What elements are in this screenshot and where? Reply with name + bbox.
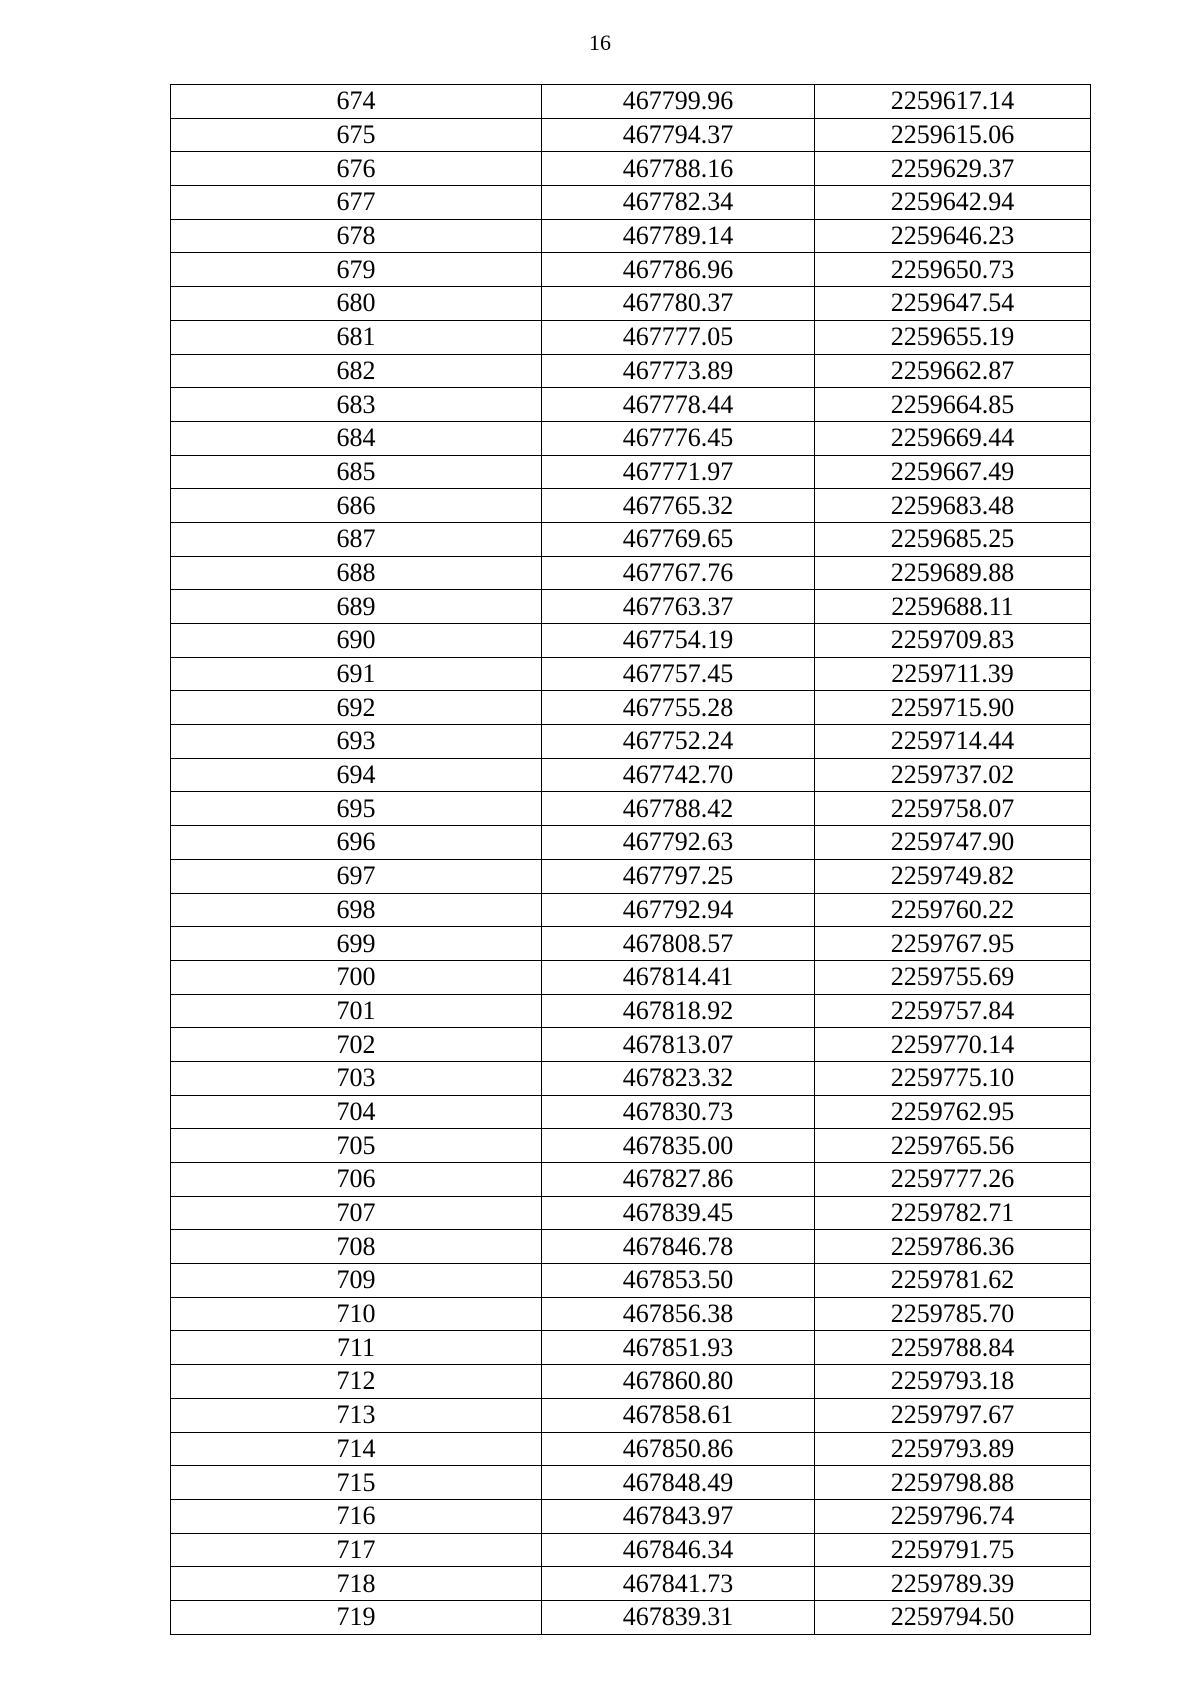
x-coordinate-cell: 467846.34 [542, 1533, 815, 1567]
point-number-cell: 702 [171, 1028, 542, 1062]
point-number-cell: 718 [171, 1567, 542, 1601]
table-row [171, 1432, 1091, 1466]
point-number-cell: 716 [171, 1499, 542, 1533]
table-row [171, 421, 1091, 455]
y-coordinate-cell: 2259689.88 [815, 556, 1091, 590]
table-row [171, 758, 1091, 792]
x-coordinate-cell: 467853.50 [542, 1264, 815, 1298]
table-row [171, 1129, 1091, 1163]
x-coordinate-cell: 467767.76 [542, 556, 815, 590]
point-number-cell: 713 [171, 1398, 542, 1432]
x-coordinate-cell: 467792.94 [542, 893, 815, 927]
x-coordinate-cell: 467841.73 [542, 1567, 815, 1601]
x-coordinate-cell: 467742.70 [542, 758, 815, 792]
table-row [171, 657, 1091, 691]
table-row [171, 118, 1091, 152]
point-number-cell: 690 [171, 624, 542, 658]
table-row [171, 1331, 1091, 1365]
table-row [171, 152, 1091, 186]
y-coordinate-cell: 2259662.87 [815, 354, 1091, 388]
table-row [171, 859, 1091, 893]
point-number-cell: 689 [171, 590, 542, 624]
table-row [171, 455, 1091, 489]
x-coordinate-cell: 467848.49 [542, 1466, 815, 1500]
y-coordinate-cell: 2259629.37 [815, 152, 1091, 186]
table-row [171, 320, 1091, 354]
x-coordinate-cell: 467830.73 [542, 1095, 815, 1129]
y-coordinate-cell: 2259664.85 [815, 388, 1091, 422]
y-coordinate-cell: 2259762.95 [815, 1095, 1091, 1129]
table-row [171, 287, 1091, 321]
table-row [171, 219, 1091, 253]
x-coordinate-cell: 467856.38 [542, 1297, 815, 1331]
table-row [171, 1365, 1091, 1399]
table-row [171, 354, 1091, 388]
y-coordinate-cell: 2259617.14 [815, 85, 1091, 119]
x-coordinate-cell: 467788.16 [542, 152, 815, 186]
point-number-cell: 693 [171, 725, 542, 759]
x-coordinate-cell: 467765.32 [542, 489, 815, 523]
y-coordinate-cell: 2259793.89 [815, 1432, 1091, 1466]
coordinates-table [170, 84, 1091, 1635]
x-coordinate-cell: 467858.61 [542, 1398, 815, 1432]
point-number-cell: 699 [171, 927, 542, 961]
table-row [171, 792, 1091, 826]
y-coordinate-cell: 2259685.25 [815, 522, 1091, 556]
table-row [171, 725, 1091, 759]
point-number-cell: 708 [171, 1230, 542, 1264]
point-number-cell: 677 [171, 186, 542, 220]
x-coordinate-cell: 467813.07 [542, 1028, 815, 1062]
x-coordinate-cell: 467799.96 [542, 85, 815, 119]
x-coordinate-cell: 467780.37 [542, 287, 815, 321]
point-number-cell: 703 [171, 1061, 542, 1095]
x-coordinate-cell: 467851.93 [542, 1331, 815, 1365]
table-row [171, 1196, 1091, 1230]
point-number-cell: 682 [171, 354, 542, 388]
x-coordinate-cell: 467835.00 [542, 1129, 815, 1163]
y-coordinate-cell: 2259646.23 [815, 219, 1091, 253]
point-number-cell: 707 [171, 1196, 542, 1230]
y-coordinate-cell: 2259789.39 [815, 1567, 1091, 1601]
point-number-cell: 701 [171, 994, 542, 1028]
x-coordinate-cell: 467771.97 [542, 455, 815, 489]
x-coordinate-cell: 467839.45 [542, 1196, 815, 1230]
y-coordinate-cell: 2259791.75 [815, 1533, 1091, 1567]
x-coordinate-cell: 467773.89 [542, 354, 815, 388]
x-coordinate-cell: 467752.24 [542, 725, 815, 759]
y-coordinate-cell: 2259647.54 [815, 287, 1091, 321]
y-coordinate-cell: 2259755.69 [815, 960, 1091, 994]
point-number-cell: 688 [171, 556, 542, 590]
table-row [171, 1567, 1091, 1601]
point-number-cell: 710 [171, 1297, 542, 1331]
table-row [171, 893, 1091, 927]
x-coordinate-cell: 467839.31 [542, 1600, 815, 1634]
point-number-cell: 698 [171, 893, 542, 927]
y-coordinate-cell: 2259788.84 [815, 1331, 1091, 1365]
y-coordinate-cell: 2259747.90 [815, 826, 1091, 860]
point-number-cell: 678 [171, 219, 542, 253]
table-row [171, 1398, 1091, 1432]
coordinates-table-body [171, 85, 1091, 1635]
table-row [171, 1499, 1091, 1533]
table-row [171, 590, 1091, 624]
table-row [171, 1095, 1091, 1129]
point-number-cell: 674 [171, 85, 542, 119]
y-coordinate-cell: 2259775.10 [815, 1061, 1091, 1095]
point-number-cell: 719 [171, 1600, 542, 1634]
point-number-cell: 685 [171, 455, 542, 489]
table-row [171, 927, 1091, 961]
x-coordinate-cell: 467846.78 [542, 1230, 815, 1264]
point-number-cell: 696 [171, 826, 542, 860]
point-number-cell: 679 [171, 253, 542, 287]
table-row [171, 624, 1091, 658]
x-coordinate-cell: 467763.37 [542, 590, 815, 624]
table-row [171, 1061, 1091, 1095]
y-coordinate-cell: 2259667.49 [815, 455, 1091, 489]
x-coordinate-cell: 467788.42 [542, 792, 815, 826]
x-coordinate-cell: 467827.86 [542, 1163, 815, 1197]
table-row [171, 1533, 1091, 1567]
y-coordinate-cell: 2259797.67 [815, 1398, 1091, 1432]
y-coordinate-cell: 2259760.22 [815, 893, 1091, 927]
point-number-cell: 709 [171, 1264, 542, 1298]
y-coordinate-cell: 2259796.74 [815, 1499, 1091, 1533]
x-coordinate-cell: 467755.28 [542, 691, 815, 725]
x-coordinate-cell: 467782.34 [542, 186, 815, 220]
point-number-cell: 712 [171, 1365, 542, 1399]
x-coordinate-cell: 467843.97 [542, 1499, 815, 1533]
x-coordinate-cell: 467769.65 [542, 522, 815, 556]
y-coordinate-cell: 2259669.44 [815, 421, 1091, 455]
table-row [171, 1466, 1091, 1500]
x-coordinate-cell: 467778.44 [542, 388, 815, 422]
point-number-cell: 691 [171, 657, 542, 691]
y-coordinate-cell: 2259683.48 [815, 489, 1091, 523]
table-row [171, 522, 1091, 556]
table-row [171, 1297, 1091, 1331]
point-number-cell: 687 [171, 522, 542, 556]
y-coordinate-cell: 2259749.82 [815, 859, 1091, 893]
y-coordinate-cell: 2259777.26 [815, 1163, 1091, 1197]
x-coordinate-cell: 467786.96 [542, 253, 815, 287]
x-coordinate-cell: 467789.14 [542, 219, 815, 253]
table-row [171, 388, 1091, 422]
y-coordinate-cell: 2259767.95 [815, 927, 1091, 961]
table-row [171, 691, 1091, 725]
point-number-cell: 711 [171, 1331, 542, 1365]
x-coordinate-cell: 467850.86 [542, 1432, 815, 1466]
point-number-cell: 704 [171, 1095, 542, 1129]
y-coordinate-cell: 2259785.70 [815, 1297, 1091, 1331]
x-coordinate-cell: 467794.37 [542, 118, 815, 152]
table-row [171, 253, 1091, 287]
x-coordinate-cell: 467776.45 [542, 421, 815, 455]
y-coordinate-cell: 2259709.83 [815, 624, 1091, 658]
x-coordinate-cell: 467797.25 [542, 859, 815, 893]
y-coordinate-cell: 2259765.56 [815, 1129, 1091, 1163]
table-row [171, 1163, 1091, 1197]
point-number-cell: 683 [171, 388, 542, 422]
point-number-cell: 700 [171, 960, 542, 994]
table-row [171, 1230, 1091, 1264]
point-number-cell: 680 [171, 287, 542, 321]
y-coordinate-cell: 2259798.88 [815, 1466, 1091, 1500]
point-number-cell: 717 [171, 1533, 542, 1567]
y-coordinate-cell: 2259655.19 [815, 320, 1091, 354]
y-coordinate-cell: 2259650.73 [815, 253, 1091, 287]
point-number-cell: 706 [171, 1163, 542, 1197]
point-number-cell: 697 [171, 859, 542, 893]
y-coordinate-cell: 2259737.02 [815, 758, 1091, 792]
table-row [171, 826, 1091, 860]
y-coordinate-cell: 2259793.18 [815, 1365, 1091, 1399]
point-number-cell: 694 [171, 758, 542, 792]
x-coordinate-cell: 467757.45 [542, 657, 815, 691]
x-coordinate-cell: 467814.41 [542, 960, 815, 994]
x-coordinate-cell: 467818.92 [542, 994, 815, 1028]
y-coordinate-cell: 2259770.14 [815, 1028, 1091, 1062]
table-row [171, 960, 1091, 994]
table-row [171, 489, 1091, 523]
x-coordinate-cell: 467823.32 [542, 1061, 815, 1095]
y-coordinate-cell: 2259786.36 [815, 1230, 1091, 1264]
table-row [171, 556, 1091, 590]
x-coordinate-cell: 467808.57 [542, 927, 815, 961]
x-coordinate-cell: 467777.05 [542, 320, 815, 354]
point-number-cell: 686 [171, 489, 542, 523]
point-number-cell: 695 [171, 792, 542, 826]
point-number-cell: 714 [171, 1432, 542, 1466]
table-row [171, 994, 1091, 1028]
point-number-cell: 675 [171, 118, 542, 152]
y-coordinate-cell: 2259794.50 [815, 1600, 1091, 1634]
table-row [171, 1028, 1091, 1062]
table-row [171, 186, 1091, 220]
table-row [171, 1264, 1091, 1298]
x-coordinate-cell: 467860.80 [542, 1365, 815, 1399]
y-coordinate-cell: 2259782.71 [815, 1196, 1091, 1230]
point-number-cell: 715 [171, 1466, 542, 1500]
table-row [171, 85, 1091, 119]
point-number-cell: 681 [171, 320, 542, 354]
point-number-cell: 684 [171, 421, 542, 455]
y-coordinate-cell: 2259711.39 [815, 657, 1091, 691]
y-coordinate-cell: 2259781.62 [815, 1264, 1091, 1298]
y-coordinate-cell: 2259758.07 [815, 792, 1091, 826]
point-number-cell: 692 [171, 691, 542, 725]
y-coordinate-cell: 2259688.11 [815, 590, 1091, 624]
y-coordinate-cell: 2259757.84 [815, 994, 1091, 1028]
page-number: 16 [589, 30, 611, 55]
y-coordinate-cell: 2259615.06 [815, 118, 1091, 152]
y-coordinate-cell: 2259642.94 [815, 186, 1091, 220]
y-coordinate-cell: 2259714.44 [815, 725, 1091, 759]
y-coordinate-cell: 2259715.90 [815, 691, 1091, 725]
point-number-cell: 676 [171, 152, 542, 186]
point-number-cell: 705 [171, 1129, 542, 1163]
table-row [171, 1600, 1091, 1634]
x-coordinate-cell: 467792.63 [542, 826, 815, 860]
x-coordinate-cell: 467754.19 [542, 624, 815, 658]
